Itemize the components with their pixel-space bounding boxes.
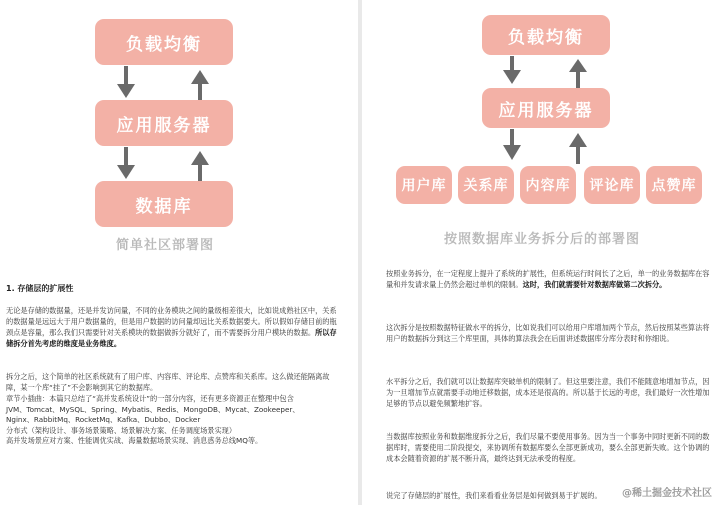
promo-line: JVM、Tomcat、MySQL、Spring、Mybatis、Redis、MongoDB、Mycat、Zookeeper、 [6,404,300,414]
right-paragraph-1-text: 按照业务拆分，在一定程度上提升了系统的扩展性，但系统运行时间长了之后，单一的业务数据库在容量和并发请求量上仍然会超过单机的限制。 [386,269,710,289]
left-paragraph-1-text: 无论是存储的数据量，还是并发访问量，不同的业务模块之间的量级相差很大，比如说成熟社区中，关系的数据量是远远大于用户数据量的，但是用户数据的访问量却远比关系数据要大。所以假如存储目前的瓶颈点是容量，那么我们只需要针对关系模块的数据做拆分就好了，而不需要拆分用户模块的数据。 [6,306,337,337]
left-diagram-caption: 简单社区部署图 [115,238,214,253]
db-box-comment: 评论库 [584,166,640,204]
left-paragraph-1-bold: 所以存储拆分首先考虑的维度是业务维度。 [6,328,337,348]
promo-line: 章节小插曲：本篇只总结了“高并发系统设计”的一部分内容，还有更多资源正在整理中包含 [6,394,294,403]
database-box: 数据库 [95,181,233,227]
right-paragraph-1 [386,268,716,290]
right-page [362,0,720,505]
watermark: @稀土掘金技术社区 [622,488,712,499]
load-balancer-box: 负载均衡 [95,19,233,65]
load-balancer-box: 负载均衡 [482,15,610,55]
db-box-content: 内容库 [520,166,576,204]
db-box-like: 点赞库 [646,166,702,204]
right-paragraph-1-bold: 这时，我们就需要针对数据库做第二次拆分。 [522,280,667,289]
right-paragraph-4: 当数据库按照业务和数据维度拆分之后，我们尽量不要使用事务。因为当一个事务中同时更新不同的数据库时，需要使用二阶段提交，来协调所有数据库要么全部更新成功，要么全部更新失败。这个协调的成本会随着资源的扩展不断升高，最终达到无法承受的程度。 [386,432,710,463]
db-box-relation: 关系库 [458,166,514,204]
promo-line: Nginx、RabbitMq、RocketMq、Kafka、Dubbo、Docker [6,415,201,424]
promo-line: 分布式（架构设计、事务场景策略、场景解决方案、任务调度场景实现） [6,425,237,435]
right-diagram-caption: 按照数据库业务拆分后的部署图 [443,232,640,247]
db-box-user: 用户库 [396,166,452,204]
app-server-box: 应用服务器 [482,88,610,128]
left-page [0,0,358,505]
app-server-box: 应用服务器 [95,100,233,146]
right-paragraph-2: 这次拆分是按照数据特征做水平的拆分，比如说我们可以给用户库增加两个节点，然后按照某些算法将用户的数据拆分到这三个库里面，具体的算法我会在后面讲述数据库分库分表时和你细说。 [386,323,710,343]
right-paragraph-3: 水平拆分之后，我们就可以让数据库突破单机的限制了。但这里要注意，我们不能随意地增加节点，因为一旦增加节点就需要手动地迁移数据，成本还是很高的。所以基于长远的考虑，我们最好一次性增加足够的节点以避免频繁地扩容。 [386,377,710,408]
left-paragraph-1 [6,305,341,349]
left-paragraph-2: 拆分之后，这个简单的社区系统就有了用户库、内容库、评论库、点赞库和关系库。这么做还能隔离故障，某一个库“挂了”不会影响到其它的数据库。 [6,372,330,392]
promo-block [6,394,351,447]
promo-line: 高并发场景应对方案、性能调优实战、海量数据场景实现、消息惑务总线MQ等。 [6,436,263,445]
right-paragraph-5: 说完了存储层的扩展性，我们来看看业务层是如何做到易于扩展的。 [386,491,602,500]
section-title: 1. 存储层的扩展性 [6,284,74,293]
